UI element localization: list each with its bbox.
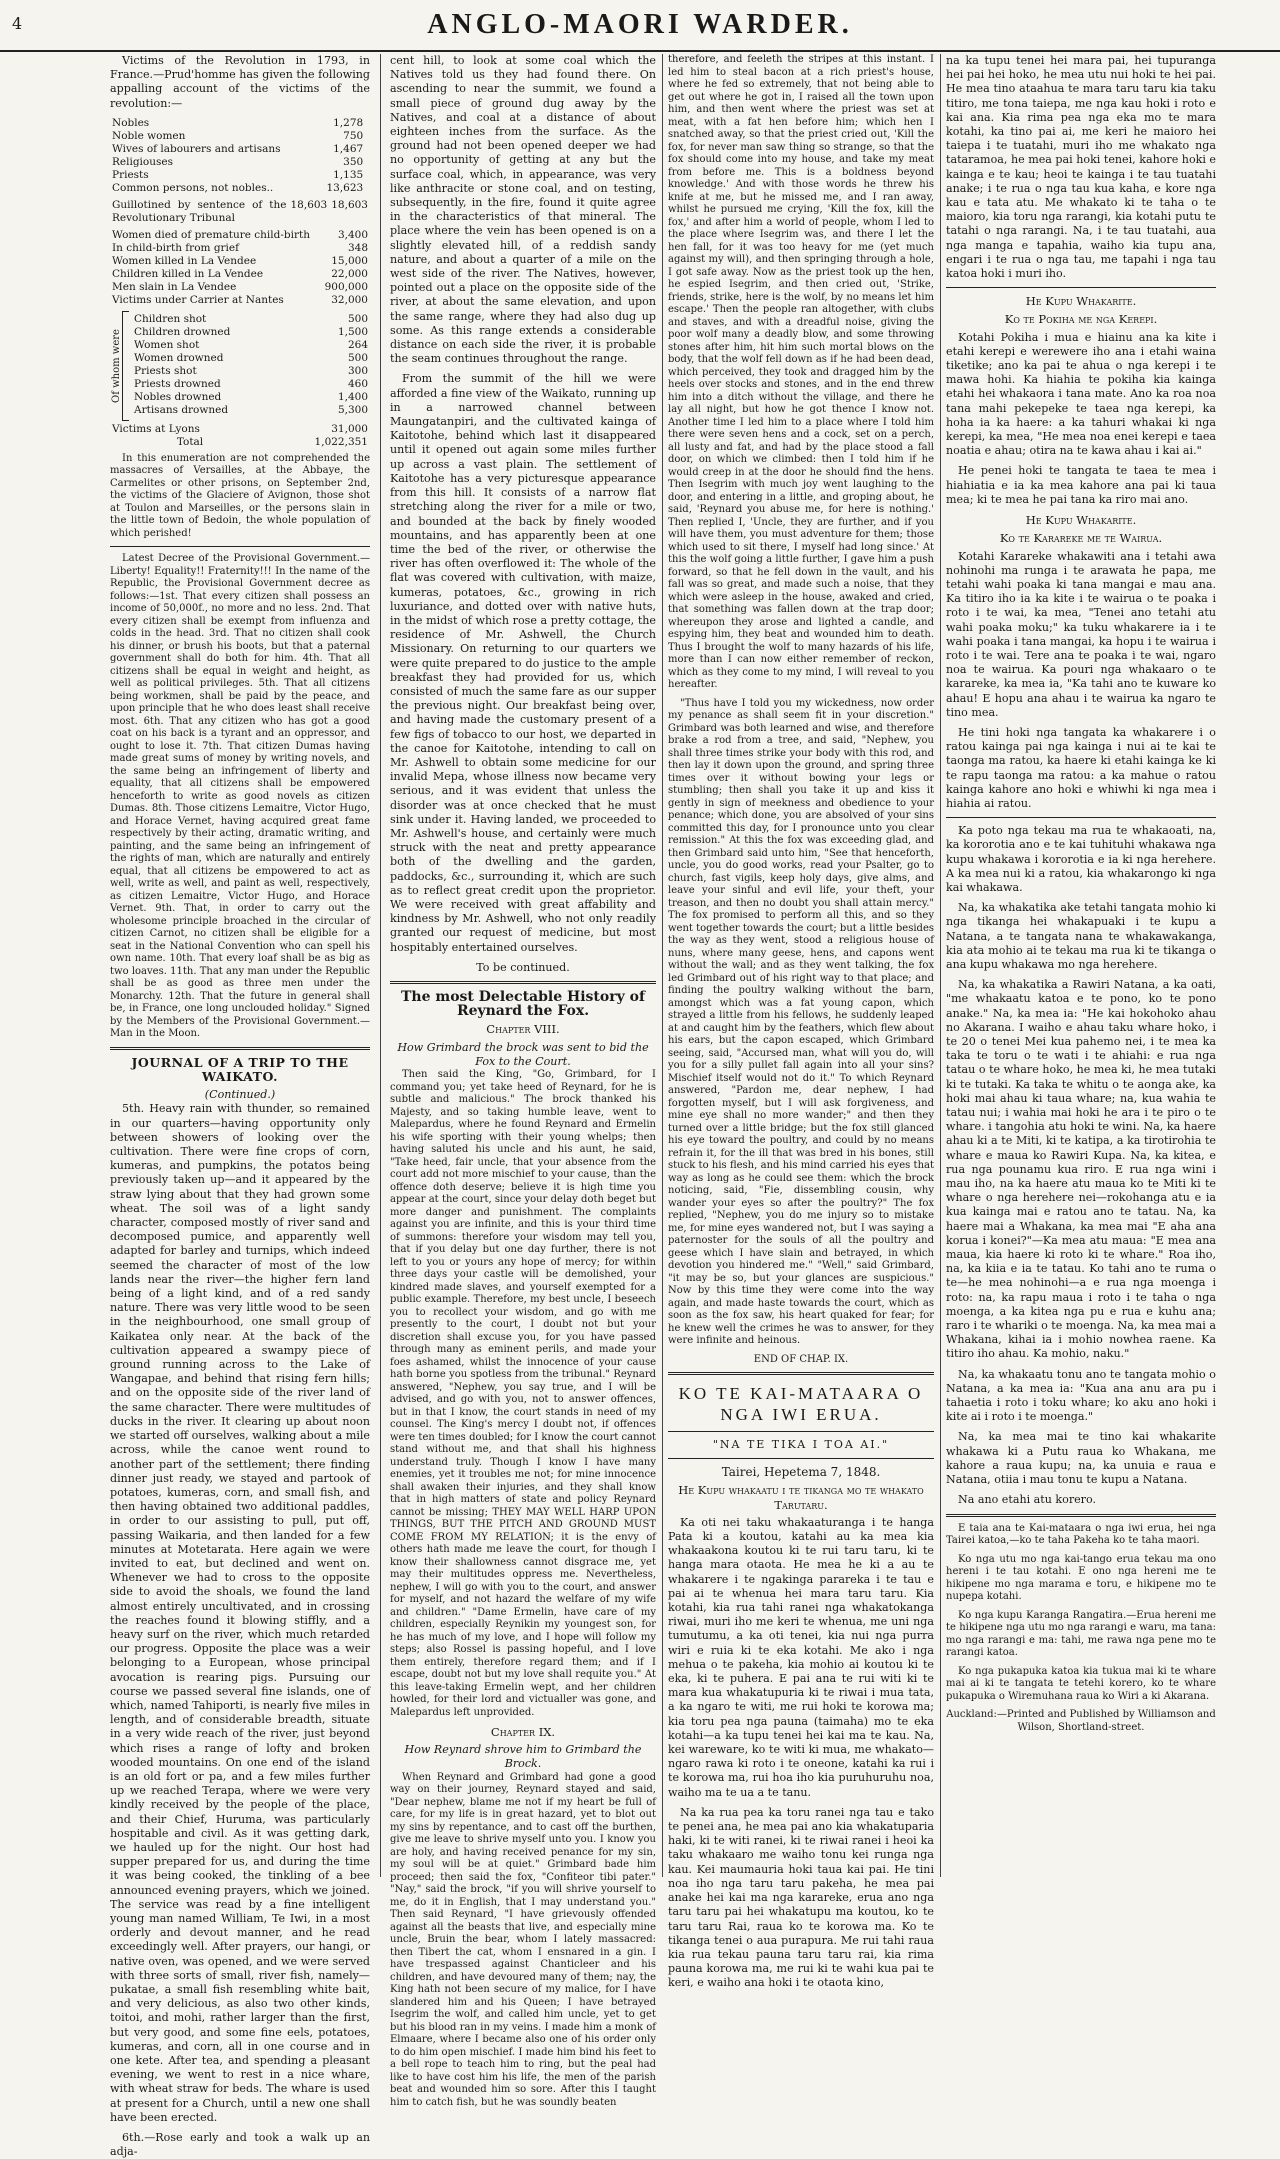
lyons-label: Victims at Lyons bbox=[112, 422, 200, 435]
row-label: Noble women bbox=[112, 129, 186, 142]
lyons-value: 31,000 bbox=[331, 422, 368, 435]
column-4 bbox=[946, 54, 1216, 1877]
chapter-subheading: How Reynard shrove him to Grimbard the Brock. bbox=[404, 1743, 642, 1771]
vendee-table bbox=[110, 229, 370, 307]
table-row bbox=[132, 313, 370, 326]
notice-paragraph: Ko nga pukapuka katoa kia tukua mai ki te whare mai ai ki te tangata te tetehi korero, ko te whare pukapuka o Wiremuhana raua ko Wiri a ki Akarana. bbox=[946, 1665, 1216, 1702]
divider bbox=[110, 1047, 370, 1050]
table-row bbox=[110, 143, 370, 156]
row-label: Nobles drowned bbox=[134, 390, 222, 403]
table-row bbox=[132, 352, 370, 365]
notice-paragraph: Ko nga kupu Karanga Rangatira.—Erua hereni me te hikipene nga utu mo nga rarangi e waru, ma tana: mo nga rarangi e ma: tahi, me rawa nga pene mo te rarangi katoa. bbox=[946, 1609, 1216, 1658]
chapter-subheading: How Grimbard the brock was sent to bid the Fox to the Court. bbox=[397, 1040, 649, 1068]
row-value: 1,400 bbox=[337, 390, 368, 403]
table-row bbox=[132, 391, 370, 404]
column-1 bbox=[110, 54, 370, 2159]
table-row bbox=[110, 130, 370, 143]
masthead bbox=[0, 0, 1280, 52]
dateline: Tairei, Hepetema 7, 1848. bbox=[721, 1465, 881, 1480]
table-row bbox=[110, 182, 370, 195]
row-value: 1,278 bbox=[333, 116, 364, 129]
divider bbox=[110, 546, 370, 547]
divider bbox=[668, 1431, 934, 1432]
row-value: 1,467 bbox=[333, 142, 364, 155]
maori-paragraph: Na, ka whakatika a Rawiri Natana, a ka oati, "me whakaatu katoa e te pono, ko te pono anake." Na, ka mea ia: "He kai hokohoko ahau no Akarana. I waiho e ahau taku whare hoko, i te 20 o tenei Mei kua pahemo nei, i te mea ka taka te toru o te wati i te ahiahi: e rua nga tatau o te whare hoko, he mea ki, he mea tutaki ki te tutaki. Ka taka te whitu o te aonga ake, ka hoki mai ahau ki taua whare; na, kua wahia te tatau nui; i wahia mai hoki he ara i te piro o te whare. i tangohia atu hoki te wini. Na, ka haere ahau ki a te Miti, ki te katipa, a ka tirotirohia te whare e maua ko Rawiri Kupa. Na, ka kitea, e rua nga pounamu kua riro. E rua nga wini i mau iho, na ka haere atu maua ko te Miti ki te whare o nga herehere nei—rokohanga atu e ia kua kainga mai e ratou ano te tatau. Na, ka haere mai a Whakana, ka mea mai "E aha ana korua i konei?"—Ka mea atu maua: "E mea ana maua, kia haere ki roto ki te whare." Roa iho, na, ka kiia e ia te tatau. Ko tahi ano te ruma o te—he mea nohinohi—a e rua nga moenga i roto: na, ka rapu maua i roto i te taha o nga moenga, a ka kitea nga pu e rua e kuhu ana; raro i te whariki o te moenga. Na, ka mea mai a Whakana, kihai ia i mohio nowhea raene. Ka titiro iho ahau. Ka mohio, naku." bbox=[946, 978, 1216, 1361]
divider bbox=[946, 817, 1216, 818]
article-subheading: Ko te Karareke me te Wairua. bbox=[999, 531, 1163, 546]
article-subheading: Ko te Pokiha me nga Kerepi. bbox=[1004, 312, 1158, 327]
maori-paragraph: Ka oti nei taku whakaaturanga i te hanga Pata ki a koutou, katahi au ka mea kia whakaakona koutou ki te rui taru taru, ki te hanga mara otaota. He mea he ki a au te whakarere i te ngakinga parareka i te tau e pai ai te whenua hei mara taru taru. Kia kotahi, kia rua tahi ranei nga whakatokanga riwai, muri iho me keri te whenua, me uni nga tumutumu, a ka oti tenei, kia nui nga purra wiri e ruia ki te eka kotahi. Me ako i nga mehua o te pakeha, kia mohio ai koutou ki te eka, ki te puhera. E pai ana te rui witi ki te mara kua whakatupuria ki te riwai i mua tata, a ka ngaro te witi, me rui hoki te korowa ma; kia toru pea nga pauna (taimaha) mo te eka kotahi—a ka tupu tenei hei kai ma te kau. Na, kei wareware, ko te witi ki mua, me whakato—ngaro rawa ki roto i te oneone, katahi ka rui i te korowa ma, rui hoa iho kia puruhuruhu noa, waiho ma te ua a te tanu. bbox=[668, 1515, 934, 1799]
table-row bbox=[110, 169, 370, 182]
row-label: Children drowned bbox=[134, 325, 231, 338]
row-label: Nobles bbox=[112, 116, 150, 129]
row-value: 22,000 bbox=[331, 267, 368, 280]
row-value: 460 bbox=[347, 377, 368, 390]
divider bbox=[668, 1458, 934, 1459]
row-value: 1,135 bbox=[333, 168, 364, 181]
table-row bbox=[110, 242, 370, 255]
total-value: 1,022,351 bbox=[314, 435, 368, 448]
reynard-paragraph: When Reynard and Grimbard had gone a good way on their journey, Reynard stayed and said, "Dear nephew, blame me not if my heart be full of care, for my life is in great hazard, yet to blot out my sins by repentance, and to cast off the burthen, give me leave to shrive myself unto you. I know you are holy, and having received penance for my sin, my soul will be at quiet." Grimbard bade him proceed; then said the fox, "Confiteor tibi pater." "Nay," said the brock, "if you will shrive yourself to me, do it in English, that I may understand you." Then said Reynard, "I have grievously offended against all the beasts that live, and especially mine uncle, Bruin the bear, whom I lately massacred: then Tibert the cat, whom I ensnared in a gin. I have trespassed against Chanticleer and his children, and have devoured many of them; nay, the King hath not been secure of my malice, for I have slandered him and his Queen; I have betrayed Isegrim the wolf, and called him uncle, yet to get but his blood ran in my veins. I made him a monk of Elmaare, where I became also one of his order only to do him open mischief. I made him bind his feet to a bell rope to teach him to ring, but the peal had like to have cost him his life, the men of the parish beat and wounded him so sore. After this I taught him to catch fish, but he was soundly beaten bbox=[390, 1771, 656, 2108]
end-of-chapter: END OF CHAP. IX. bbox=[753, 1353, 849, 1365]
row-label: Victims under Carrier at Nantes bbox=[112, 293, 284, 306]
chapter-heading: Chapter VIII. bbox=[486, 1022, 560, 1037]
total-label: Total bbox=[176, 435, 204, 448]
table-row bbox=[110, 294, 370, 307]
journal-paragraph: 5th. Heavy rain with thunder, so remained in our quarters—having opportunity only between showers of looking over the cultivation. There were fine crops of corn, kumeras, and pumpkins, the potatos being previously taken up—and it appeared by the straw lying about that they had grown some wheat. The soil was of a light sandy character, composed mostly of river sand and decomposed pumice, and apparently well adapted for barley and turnips, which indeed seemed the character of most of the low lands near the river—the higher fern land being of a light kind, and of a red sandy nature. There was very little wood to be seen in the neighbourhood, one small group of Kaikatea only near. At the back of the cultivation appeared a swampy piece of ground running across to the Lake of Wangapae, and behind that rising fern hills; and on the opposite side of the river land of the same character. There were multitudes of ducks in the river. It clearing up about noon we started off ourselves, walking about a mile across, while the canoe went round to another part of the settlement; there finding dinner just ready, we stayed and partook of potatoes, kumeras, corn, and small fish, and then having obtained two additional paddles, in order to our assisting to pull, put off, passing Waikaria, and then landed for a few minutes at Motetarata. Here again we were invited to eat, but declined and went on. Whenever we had to cross to the opposite side to avoid the shoals, we found the land almost entirely uncultivated, and in crossing the reaches found it blowing stiffly, and a heavy surf on the river, which much retarded our progress. Opposite the place was a weir belonging to a European, whose principal avocation is rearing pigs. Pursuing our course we passed several fine islands, one of which, named Tahiporti, is nearly five miles in length, and of considerable breadth, situate in a very wide reach of the river, just beyond which rises a range of lofty and broken wooded mountains. On one end of the island is an old fort or pa, and a few miles further up we reached Terapa, where we were very kindly received by the people of the place, and their Chief, Huruma, was particularly hospitable and civil. As it was getting dark, we hauled up for the night. Our host had supper prepared for us, and during the time it was being cooked, the tinkling of a bee announced evening prayers, which we joined. The service was read by a fine intelligent young man named William, Te Iwi, in a most orderly and devout manner, and he read exceedingly well. After prayers, our hangi, or native oven, was opened, and we were served with three sorts of small, river fish, namely—pukatae, a small fish resembling white bait, and very delicious, as also two other kinds, toitoi, and mohi, rather larger than the first, but very good, and some fine eels, potatoes, kumeras, and corn, all in one course and in one kete. After tea, and spending a pleasant evening, we went to rest in a nice whare, with wheat straw for beds. The whare is used at present for a Church, until a new one shall have been erected. bbox=[110, 1102, 370, 2124]
reynard-paragraph: Then said the King, "Go, Grimbard, for I command you; yet take heed of Reynard, for he is subtle and malicious." The brock thanked his Majesty, and so taking humble leave, went to Malepardus, where he found Reynard and Ermelin his wife sporting with their young whelps; then having saluted his uncle and his aunt, he said, "Take heed, fair uncle, that your absence from the court add not more mischief to your cause, than the offence doth deserve; believe it is high time you appear at the court, since your delay doth beget but more danger and punishment. The complaints against you are infinite, and this is your third time of summons: therefore your wisdom may tell you, that if you delay but one day further, there is not left to you or yours any hope of mercy; for within three days your castle will be demolished, your kindred made slaves, and yourself exempted for a public example. Therefore, my best uncle, I beseech you to recollect your wisdom, and go with me presently to the court, I doubt not but your discretion shall excuse you, for you have passed through many as eminent perils, and made your foes ashamed, whilst the innocence of your cause hath borne you spotless from the tribunal." Reynard answered, "Nephew, you say true, and I will be advised, and go with you, not to answer offences, but in that I know, the court stands in need of my counsel. The King's mercy I doubt not, if offences were ten times doubled; for I know the court cannot stand without me, and that shall his highness understand truly. Though I know I have many enemies, yet it troubles me not; for mine innocence shall awaken their injuries, and they shall know that in high matters of state and policy Reynard cannot be missing; THEY MAY WELL HARP UPON THINGS, BUT THE PITCH AND GROUND MUST COME FROM MY RELATION; it is the envy of others hath made me leave the court, for though I know their shallowness cannot disgrace me, yet may their multitudes oppress me. Nevertheless, nephew, I will go with you to the court, and answer for myself, and not hazard the welfare of my wife and children." "Dame Ermelin, have care of my children, especially Reynikin my youngest son, for he has much of my love, and I hope will follow my steps; also Rossel is passing hopeful, and I love them entirely, therefore regard them; and if I escape, doubt not but my love shall requite you." At this leave-taking Ermelin wept, and her children howled, for their lord and victualler was gone, and Malepardus left unprovided. bbox=[390, 1069, 656, 1718]
table-row bbox=[132, 326, 370, 339]
decree-text: Latest Decree of the Provisional Government.—Liberty! Equality!! Fraternity!!! In the name of the Republic, the Provisional Government decree as follows:—1st. That every citizen shall possess an income of 50,000f., no more and no less. 2nd. That every citizen shall be exempt from influenza and colds in the head. 3rd. That no citizen shall cook his dinner, or brush his boots, but that a paternal government shall do both for him. 4th. That all citizens shall be equal in weight and height, as well as political privileges. 5th. That all citizens being workmen, shall be paid by the peace, and upon principle that he who does least shall receive most. 6th. That any citizen who has got a good coat on his back is a tyrant and an oppressor, and ought to lose it. 7th. That citizen Dumas having made great sums of money by writing novels, and the same being an infringement of liberty and equality, that all citizens shall be empowered henceforth to write as good novels as citizen Dumas. 8th. Those citizens Lemaitre, Victor Hugo, and Horace Vernet, having acquired great fame respectively by their acting, dramatic writing, and painting, and the same being an infringement of the rights of man, which are naturally and entirely equal, that all citizens be empowered to act as well, write as well, and paint as well, respectively, as citizen Lemaitre, Victor Hugo, and Horace Vernet. 9th. That, in order to carry out the wholesome principle broached in the circular of citizen Carnot, no citizen shall be eligible for a seat in the National Convention who can spell his own name. 10th. That every loaf shall be as big as two loaves. 11th. That any man under the Republic shall be as good as three men under the Monarchy. 12th. That the future in general shall be, in France, one long unclouded holiday." Signed by the Members of the Provisional Government.—Man in the Moon. bbox=[110, 553, 370, 1040]
table-row bbox=[110, 229, 370, 242]
row-total bbox=[365, 182, 370, 195]
nantes-table bbox=[132, 313, 370, 417]
maori-paragraph: Na, ka mea mai te tino kai whakarite whakawa ki a Putu raua ko Whakana, me kahore a raua kupu; na, ka unuia e raua e Natana, otiia i mau tonu te kupu a Natana. bbox=[946, 1430, 1216, 1487]
row-label: Priests shot bbox=[134, 364, 197, 377]
divider bbox=[390, 981, 656, 984]
row-label: Men slain in La Vendee bbox=[112, 280, 237, 293]
row-value: 13,623 bbox=[326, 181, 364, 194]
table-row bbox=[132, 365, 370, 378]
row-label: Common persons, not nobles.. bbox=[112, 181, 274, 194]
victims-table bbox=[110, 117, 370, 195]
table-row bbox=[110, 255, 370, 268]
article-heading: He Kupu Whakarite. bbox=[1025, 513, 1137, 528]
masthead-title: ANGLO-MAORI WARDER. bbox=[427, 9, 853, 40]
journal-paragraph: From the summit of the hill we were afforded a fine view of the Waikato, running up in a narrowed channel between Maungatanpiri, and the cultivated kainga of Kaitotohe, behind which last it disappeared until it opened out again some miles further up across a vast plain. The settlement of Kaitotohe has a very picturesque appearance from this hill. It consists of a narrow flat stretching along the river for a mile or two, and bounded at the back by finely wooded mountains, and has apparently been at one time the bed of the river, or otherwise the river has often overflowed it: The whole of the flat was covered with cultivation, with maize, kumeras, potatoes, &c., growing in rich luxuriance, and dotted over with native huts, in the midst of which rose a pretty cottage, the residence of Mr. Ashwell, the Church Missionary. On returning to our quarters we were quite prepared to do justice to the ample breakfast they had provided for us, which consisted of much the same fare as our supper the previous night. Our breakfast being over, and having made the customary present of a few figs of tobacco to our host, we departed in the canoe for Kaitotohe, intending to call on Mr. Ashwell to obtain some medicine for our invalid Mepa, whose illness now became very serious, and it was evident that unless the disorder was at once checked that he must sink under it. Having landed, we proceeded to Mr. Ashwell's house, and certainly were much struck with the neat and pretty appearance both of the dwelling and the garden, paddocks, &c., surrounding it, which are such as to reflect great credit upon the proprietor. We were received with great affability and kindness by Mr. Ashwell, who not only readily granted our request of medicine, but most hospitably entertained ourselves. bbox=[390, 372, 656, 954]
row-value: 1,500 bbox=[337, 325, 368, 338]
guillotined-label: Guillotined by sentence of the Revolutionary Tribunal bbox=[112, 198, 287, 224]
row-label: In child-birth from grief bbox=[112, 241, 240, 254]
victims-intro: Victims of the Revolution in 1793, in France.—Prud'homme has given the following appalling account of the victims of the revolution:— bbox=[110, 54, 370, 110]
row-label: Children killed in La Vendee bbox=[112, 267, 264, 280]
table-row bbox=[132, 404, 370, 417]
maori-paragraph: Na ano etahi atu korero. bbox=[958, 1493, 1096, 1507]
reynard-title: The most Delectable History of Reynard the Fox. bbox=[401, 989, 645, 1020]
row-total bbox=[365, 130, 370, 143]
nantes-group bbox=[110, 311, 370, 421]
maori-title: KO TE KAI-MATAARA O NGA IWI ERUA. bbox=[678, 1384, 924, 1424]
row-total bbox=[365, 156, 370, 169]
row-value: 32,000 bbox=[331, 293, 368, 306]
maori-paragraph: Na ka rua pea ka toru ranei nga tau e tako te penei ana, he mea pai ano kia whakatuparia haki, ki te witi ranei, ki te riwai ranei i heoi ka taku whakaaro me waiho tonu kei runga nga kau. Kei maumauria hoki taua kai pai. He tini noa iho nga taru taru pakeha, he mea pai anake hei kai ma nga karareke, erua ano nga taru taru pai hei whakatupu ma koutou, ko te taru taru Rai, raua ko te korowa ma. Ko te tikanga tenei o aua purapura. Me rui tahi raua kia rua tekau pauna taru taru rai, kia rima pauna korowa ma, me rui ki te wahi kua pai te keri, e waiho ana hoki i te otaota kino, bbox=[668, 1805, 934, 1990]
page-number: 4 bbox=[12, 14, 23, 33]
divider bbox=[668, 1372, 934, 1375]
maori-paragraph: Ka poto nga tekau ma rua te whakaoati, na, ka kororotia ano e te kai tuhituhi whakawa nga kupu whakawa i kororotia e ia ki nga herehere. A ka mea nui ki a ratou, kia whakarongo ki nga kai whakawa. bbox=[946, 824, 1216, 894]
journal-title: JOURNAL OF A TRIP TO THE WAIKATO. bbox=[131, 1054, 349, 1085]
guillotined-a: 18,603 bbox=[290, 198, 328, 211]
guillotined-b: 18,603 bbox=[331, 198, 368, 211]
maori-paragraph: He penei hoki te tangata te taea te mea i hiahiatia e ia ka mea kahore ana pai ki taua mea; ki te mea he pai tana ka riro mai ano. bbox=[946, 464, 1216, 506]
guillotined-row bbox=[110, 199, 370, 225]
journal-paragraph: cent hill, to look at some coal which the Natives told us they had found there. On ascending to near the summit, we found a small piece of ground dug away by the Natives, and coal at a distance of about eighteen inches from the surface. As the ground had not been opened deeper we had no opportunity of getting at any but the surface coal, which, in appearance, was very like anthracite or stone coal, and on testing, subsequently, in the fire, found it quite agree in the characteristics of that mineral. The place where the vein has been opened is on a slightly elevated hill, of a reddish sandy nature, and about a quarter of a mile on the west side of the river. The Natives, however, pointed out a place on the opposite side of the river, at about the same elevation, and upon the same range, where they had also dug up some. As this range extends a considerable distance on each side the river, it is probable the seam continues throughout the range. bbox=[390, 54, 656, 366]
article-heading: He Kupu Whakarite. bbox=[1025, 294, 1137, 309]
row-total bbox=[365, 169, 370, 182]
notice-paragraph: E taia ana te Kai-mataara o nga iwi erua, hei nga Tairei katoa,—ko te taha Pakeha ko te taha maori. bbox=[946, 1522, 1216, 1546]
maori-paragraph: Kotahi Pokiha i mua e hiainu ana ka kite i etahi kerepi e werewere iho ana i etahi waina tiketike; ano ka pai te ahua o nga kerepi i te mawa hohi. Ka hiahia te pokiha kia kainga etahi hei whakaora i tana mate. Ano ka roa noa tana mahi pekepeke te taea nga kerepi, ka hoha ia ka haere: a ka tahuri whakai ki nga kerepi, ka mea, "He mea noa enei kerepi e taea noatia e ahau; otira na te kawa ahau i kai ai." bbox=[946, 330, 1216, 458]
row-label: Women shot bbox=[134, 338, 200, 351]
row-value: 5,300 bbox=[337, 403, 368, 416]
row-total bbox=[365, 117, 370, 130]
row-label: Children shot bbox=[134, 312, 207, 325]
row-label: Artisans drowned bbox=[134, 403, 229, 416]
lyons-row bbox=[110, 423, 370, 449]
reynard-paragraph: therefore, and feeleth the stripes at this instant. I led him to steal bacon at a rich priest's house, where he fed so extremely, that not being able to get out where he got in, I raised all the town upon him, and then went where the priest was set at meat, with a fat hen before him; which hen I snatched away, so that the priest cried out, 'Kill the fox, for never man saw thing so strange, so that the fox should come into my house, and take my meat from before me. This is a boldness beyond knowledge.' And with those words he threw his knife at me, but he missed me, and I ran away, whilst he pursued me crying, 'Kill the fox, kill the fox,' and after him a world of people, whom I led to the place where Isegrim was, and there I let the hen fall, for it was too heavy for me (yet much against my will), and then springing through a hole, I got safe away. Now as the priest took up the hen, he espied Isegrim, and then cried out, 'Strike, friends, strike, here is the wolf, by no means let him escape.' Then the people ran altogether, with clubs and staves, and with a dreadful noise, giving the poor wolf many a deadly blow, and some throwing stones after him, hit him such mortal blows on the body, that the wolf fell down as if he had been dead, which perceived, they took and dragged him by the heels over stocks and stones, and in the end threw him into a ditch without the village, and there he lay all night, but how he got thence I know not. Another time I led him to a place where I told him there were seven hens and a cock, set on a perch, all lusty and fat, and had by the place stood a fall door, on which we climbed: then I told him if he would creep in at the door he should find the hens. Then Isegrim with much joy went laughing to the door, and entering in a little, and groping about, he said, 'Reynard you abuse me, for here is nothing.' Then replied I, 'Uncle, they are further, and if you will have them, you must adventure for them; those which used to sit there, I myself had long since.' At this the wolf going a little further, I gave him a push forward, so that he fell down in the vault, and his fall was so great, and made such a noise, that they which were asleep in the house, awaked and cried, that something was fallen down at the trap door; whereupon they arose and lighted a candle, and espying him, they beat and wounded him to death. Thus I brought the wolf to many hazards of his life, more than I can now either remember of reckon, which as they come to my mind, I will reveal to you hereafter. bbox=[668, 54, 934, 690]
row-value: 348 bbox=[347, 241, 368, 254]
row-value: 500 bbox=[347, 312, 368, 325]
row-value: 500 bbox=[347, 351, 368, 364]
journal-continued: (Continued.) bbox=[204, 1088, 276, 1102]
divider bbox=[946, 1514, 1216, 1517]
row-value: 350 bbox=[343, 155, 364, 168]
maori-paragraph: Na, ka whakaatu tonu ano te tangata mohio o Natana, a ka mea ia: "Kua ana anu ara pu i tahaetia i roto i toku whare; ko aku ano hoki i kite ai i roto i te moenga." bbox=[946, 1367, 1216, 1424]
maori-paragraph: He tini hoki nga tangata ka whakarere i o ratou kainga pai nga kainga i nui ai te kai te taonga ma ratou, ka haere ki etahi kainga ke ki te rapu taonga ma ratou: a ka mahue o ratou kainga kahore ano hoki e whiwhi ki nga mea i hiahia ai ratou. bbox=[946, 725, 1216, 810]
table-row bbox=[132, 378, 370, 391]
column-3 bbox=[668, 54, 934, 1990]
row-value: 750 bbox=[343, 129, 364, 142]
row-label: Priests bbox=[112, 168, 149, 181]
row-total bbox=[365, 143, 370, 156]
column-rule bbox=[662, 54, 663, 1877]
column-rule bbox=[380, 54, 381, 1877]
row-label: Women killed in La Vendee bbox=[112, 254, 257, 267]
table-row bbox=[110, 117, 370, 130]
table-row bbox=[110, 156, 370, 169]
row-label: Women drowned bbox=[134, 351, 224, 364]
row-value: 300 bbox=[347, 364, 368, 377]
reynard-paragraph: "Thus have I told you my wickedness, now order my penance as shall seem fit in your discretion." Grimbard was both learned and wise, and therefore brake a rod from a tree, and said, "Nephew, you shall three times strike your body with this rod, and then lay it down upon the ground, and spring three times over it without bowing your legs or stumbling; then shall you take it up and kiss it gently in sign of meekness and obedience to your penance; which done, you are absolved of your sins committed this day, for I pronounce unto you clear remission." At this the fox was exceeding glad, and then Grimbard said unto him, "See that henceforth, uncle, you do good works, read your Psalter, go to church, fast vigils, keep holy days, give alms, and leave your sinful and evil life, your theft, your treason, and then no doubt you shall attain mercy." The fox promised to perform all this, and so they went together towards the court; but a little besides the way as they went, stood a religious house of nuns, where many geese, hens, and capons went without the wall; and as they went talking, the fox led Grimbard out of his right way to that place; and finding the poultry walking without the barn, amongst which was a fat young capon, which strayed a little from his fellows, he suddenly leaped at and caught him by the feathers, which flew about his ears, but the capon escaped, which Grimbard seeing, said, "Accursed man, what will you do, will you for a silly pullet fall again into all your sins? Mischief itself would not do it." To which Reynard answered, "Pardon me, dear nephew, I had forgotten myself, but I will ask forgiveness, and mine eye shall no more wander;" and then they turned over a little bridge; but the fox still glanced his eye toward the poultry, and could by no means refrain it, for the ill that was bred in his bones, still stuck to his flesh, and his mind carried his eyes that way as long as he could see them: which the brock noticing, said, "Fie, dissembling cousin, why wander your eyes so after the poultry?" The fox replied, "Nephew, you do me injury so to mistake me, for mine eyes wandered not, but I was saying a paternoster for the souls of all the poultry and geese which I have slain and betrayed, in which devotion you hindered me." "Well," said Grimbard, "it may be so, but your glances are suspicious." Now by this time they were come into the way again, and made haste towards the court, which as soon as the fox saw, his heart quaked for fear; for he knew well the crimes he was to answer, for they were infinite and heinous. bbox=[668, 697, 934, 1346]
column-2 bbox=[390, 54, 656, 2108]
row-value: 15,000 bbox=[331, 254, 368, 267]
row-label: Priests drowned bbox=[134, 377, 221, 390]
row-value: 900,000 bbox=[324, 280, 368, 293]
journal-paragraph: 6th.—Rose early and took a walk up an adja- bbox=[110, 2131, 370, 2159]
column-rule bbox=[940, 54, 941, 1877]
maori-paragraph: Kotahi Karareke whakawiti ana i tetahi awa nohinohi ma runga i te arawata he papa, me tetahi wahi poaka ki tana mangai e mau ana. Ka titiro iho ia ka kite i te wairua o te poaka i roto i te wai, ka mea, "Tenei ano tetahi atu wahi poaka moku;" ka tuku whakarere ia i te wahi poaka i tana mangai, ka hopu i te wairua i roto i te wai. Tere ana te poaka i te wai, ngaro noa te wairua. Ka pouri nga whakaaro o te karareke, ka mea ia, "Ka tahi ano te kuware ko ahau! E hopu ana ahau i te wairua ka ngaro te tino mea. bbox=[946, 549, 1216, 719]
maori-paragraph: Na, ka whakatika ake tetahi tangata mohio ki nga tikanga hei whakapuaki i te kupu a Natana, a te tangata nana te whakawakanga, kia ata mohio ai te tekau ma rua ki te tikanga o ana kupu whakawa mo nga herehere. bbox=[946, 901, 1216, 971]
article-heading: He Kupu whakaatu i te tikanga mo te whakato Tarutaru. bbox=[678, 1483, 924, 1512]
row-value: 3,400 bbox=[337, 228, 368, 241]
row-value: 264 bbox=[347, 338, 368, 351]
victims-note: In this enumeration are not comprehended the massacres of Versailles, at the Abbaye, the Carmelites or other prisons, on September 2nd, the victims of the Glaciere of Avignon, those shot at Toulon and Marseilles, or the persons slain in the little town of Bedoin, the whole population of which perished! bbox=[110, 452, 370, 539]
divider bbox=[946, 287, 1216, 288]
maori-paragraph: na ka tupu tenei hei mara pai, hei tupuranga hei pai hei hoko, he mea utu nui hoki te hei pai. He mea tino ataahua te mara taru taru kia taku titiro, me tona taiepa, me nga kau hoki i roto e kai ana. Kia rima pea nga eka mo te mara kotahi, ka tino pai ai, me keri he maioro hei taiepa i te tuatahi, muri iho me whakato nga tataramoa, he mea pai hoki tenei, kahore hoki e kainga e te kau; heoi te kainga i te tau tuatahi anake; i te rua o nga tau kua kaha, e kore nga kau e tata atu. Me whakato ki te taha o te maioro, kia toru nga rarangi, kia kotahi putu te tatahi o nga rarangi. Na, i te tau tuatahi, aua nga manga e tapahia, waiho kia tupu ana, engari i te rua o nga tau, me tapahi i nga tau katoa hoki i muri iho. bbox=[946, 54, 1216, 281]
notice-paragraph: Ko nga utu mo nga kai-tango erua tekau ma ono hereni i te tau kotahi. E ono nga hereni me te hikipene mo nga marama e toru, e hikipene mo te nupepa kotahi. bbox=[946, 1553, 1216, 1602]
row-label: Religiouses bbox=[112, 155, 173, 168]
table-row bbox=[110, 268, 370, 281]
whom-label: Of whom were bbox=[111, 328, 122, 403]
table-row bbox=[110, 281, 370, 294]
imprint: Auckland:—Printed and Published by Williamson and Wilson, Shortland-street. bbox=[946, 1709, 1216, 1733]
row-label: Women died of premature child-birth bbox=[112, 228, 311, 241]
row-label: Wives of labourers and artisans bbox=[112, 142, 281, 155]
to-be-continued: To be continued. bbox=[476, 960, 570, 974]
table-row bbox=[132, 339, 370, 352]
chapter-heading: Chapter IX. bbox=[490, 1725, 556, 1740]
motto: "NA TE TIKA I TOA AI." bbox=[712, 1438, 890, 1451]
